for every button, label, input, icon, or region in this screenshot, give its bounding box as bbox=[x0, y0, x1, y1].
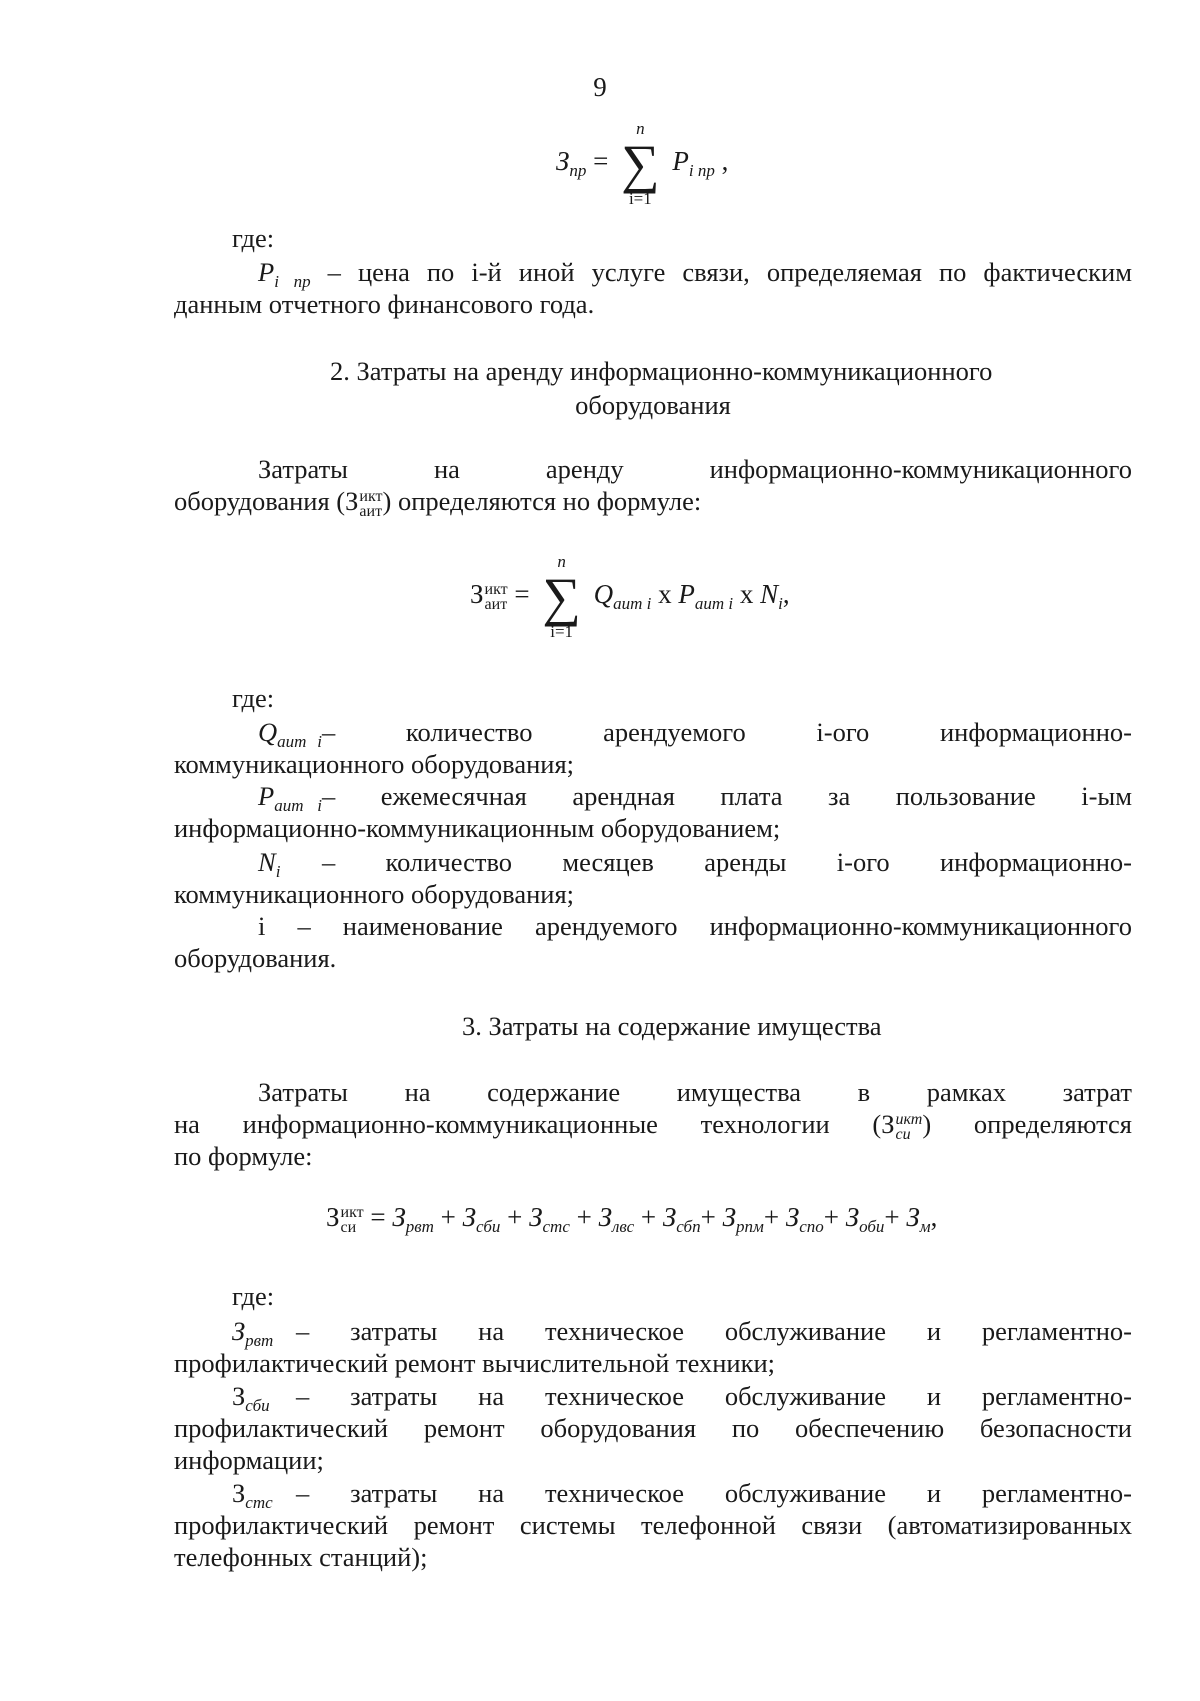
formula-lhs-sub: пр bbox=[569, 161, 587, 181]
definition-p-pr: $P_{i пр}$ – цена по i-й иной услуге связи, определяемая по фактическим bbox=[258, 257, 1132, 291]
definition-z-rvt: $З_{рвт}$ – затраты на техническое обслуживание и регламентно- bbox=[232, 1316, 1132, 1350]
definition-z-sts: $З_{стс}$ – затраты на техническое обслуживание и регламентно- bbox=[232, 1478, 1132, 1512]
formula-term: $З_{сбп}+$ bbox=[662, 1202, 723, 1236]
sum-symbol: n ∑ i=1 bbox=[542, 552, 581, 641]
formula-terms bbox=[392, 1202, 938, 1236]
section-3-heading: 3. Затраты на содержание имущества bbox=[462, 1011, 882, 1041]
formula-term: $З_м$, bbox=[906, 1202, 938, 1236]
definition-z-rvt-cont: профилактический ремонт вычислительной техники; bbox=[174, 1348, 776, 1378]
definition-p-ait: $P_{аит i}-$ ежемесячная арендная плата за пользование i-ым bbox=[258, 781, 1132, 815]
definition-q-ait-cont: коммуникационного оборудования; bbox=[174, 749, 575, 779]
definition-p-ait-cont: информационно-коммуникационным оборудованием; bbox=[174, 813, 781, 843]
para-3-line-3: по формуле: bbox=[174, 1141, 313, 1171]
definition-i-cont: оборудования. bbox=[174, 943, 337, 973]
definition-q-ait: $Q_{аит i}-$ количество арендуемого i-ого информационно- bbox=[258, 717, 1132, 751]
formula-term: $З_{спо}+$ bbox=[785, 1202, 846, 1236]
definition-z-sbi-cont: профилактический ремонт оборудования по обеспечению безопасности bbox=[174, 1413, 1132, 1443]
section-2-heading: 2. Затраты на аренду информационно-коммуникационного bbox=[330, 356, 993, 386]
definition-i: i – наименование арендуемого информационно-коммуникационного bbox=[258, 911, 1132, 941]
formula-z-pr: $З_{пр}$ = n ∑ i=1 $P_{i пр}$ , bbox=[556, 119, 729, 208]
where-label: где: bbox=[232, 683, 275, 713]
formula-term: $З_{лвс}$ + bbox=[598, 1202, 663, 1236]
definition-z-sts-cont2: телефонных станций); bbox=[174, 1542, 428, 1572]
formula-lhs: З bbox=[556, 146, 570, 177]
definition-n: $N_i$ – количество месяцев аренды i-ого информационно- bbox=[258, 847, 1132, 881]
sum-symbol: n ∑ i=1 bbox=[621, 119, 660, 208]
definition-z-sts-cont: профилактический ремонт системы телефонной связи (автоматизированных bbox=[174, 1510, 1132, 1540]
para-2-line-2: оборудования (З икт аит ) определяются но формуле: bbox=[174, 486, 702, 520]
formula-z-si: З икт си = $З_{рвт} + З_{сби} + З_{стс} + З_{лвс} + З_{сбп}+ З_{рпм}+ З_{спо}+ З_{оби}+ З_м$, bbox=[326, 1202, 938, 1236]
where-label: где: bbox=[232, 223, 275, 253]
formula-z-ait: З икт аит = n ∑ i=1 $Q_{аит i}$ x $P_{аит i}$ x $N_i$, bbox=[470, 552, 790, 641]
where-label: где: bbox=[232, 1281, 275, 1311]
section-2-heading-cont: оборудования bbox=[575, 390, 731, 420]
definition-n-cont: коммуникационного оборудования; bbox=[174, 879, 575, 909]
definition-p-pr-cont: данным отчетного финансового года. bbox=[174, 289, 595, 319]
para-3-line-2: на информационно-коммуникационные технологии (З икт си ) определяются bbox=[174, 1109, 1132, 1143]
definition-z-sbi-cont2: информации; bbox=[174, 1445, 324, 1475]
page-number: 9 bbox=[593, 72, 607, 102]
formula-term: $З_{рвт}$ + bbox=[392, 1202, 463, 1236]
formula-term: $З_{рпм}+$ bbox=[722, 1202, 786, 1236]
para-3-line-1: Затраты на содержание имущества в рамках затрат bbox=[258, 1077, 1132, 1107]
definition-z-sbi: $З_{сби}$ – затраты на техническое обслуживание и регламентно- bbox=[232, 1381, 1132, 1415]
formula-term: $З_{стс}$ + bbox=[529, 1202, 599, 1236]
formula-term: $З_{оби}+$ bbox=[845, 1202, 907, 1236]
formula-term: $З_{сби}$ + bbox=[462, 1202, 530, 1236]
para-2-line-1: Затраты на аренду информационно-коммуникационного bbox=[258, 454, 1132, 484]
